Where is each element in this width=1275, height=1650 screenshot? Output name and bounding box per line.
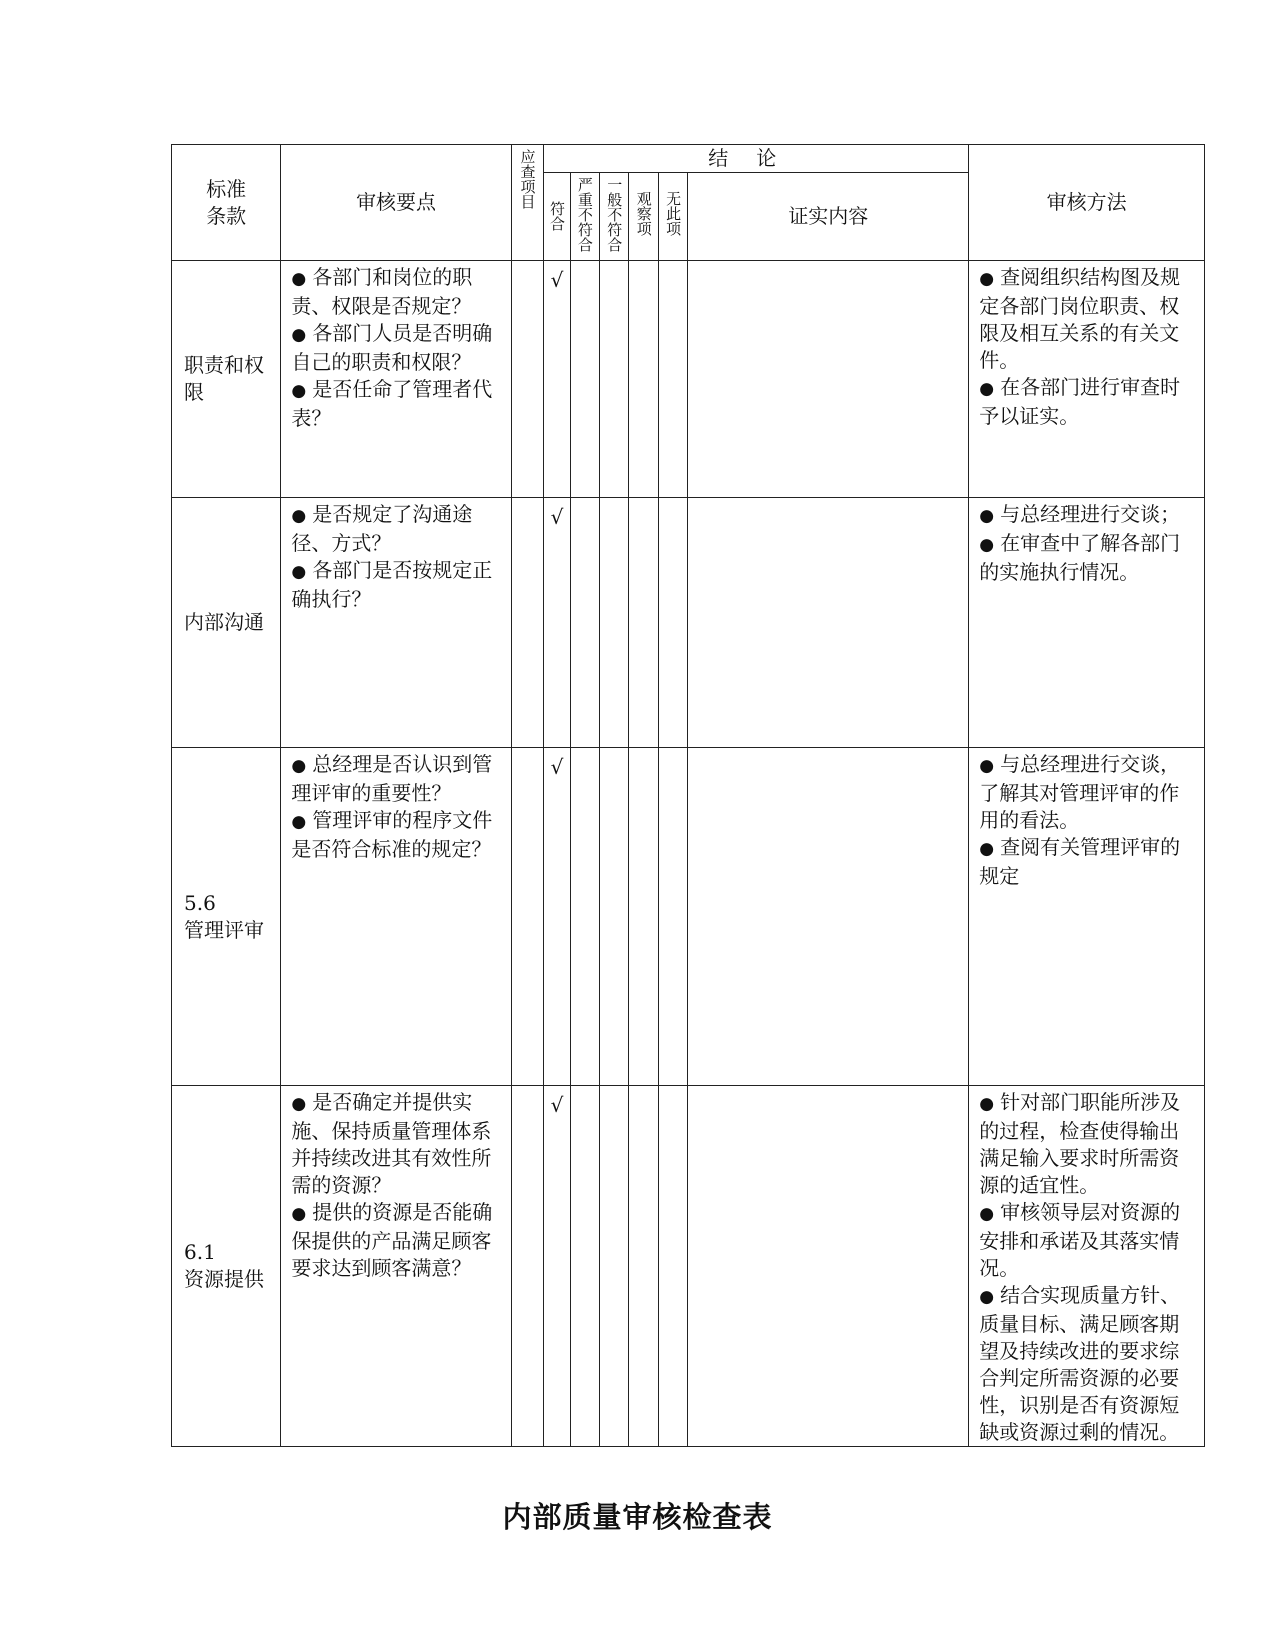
audit-method: ● 与总经理进行交谈，了解其对管理评审的作用的看法。 <box>979 752 1181 832</box>
audit-method-cell <box>969 261 1205 498</box>
header-major-nc <box>570 173 599 261</box>
minor-nc-cell <box>600 1086 629 1447</box>
bullet-icon: ● <box>291 1204 307 1224</box>
applicable-cell <box>511 748 544 1086</box>
header-method: 审核方法 <box>969 145 1205 261</box>
applicable-cell <box>511 1086 544 1447</box>
bullet-icon: ● <box>979 1204 995 1224</box>
conform-cell <box>544 498 570 748</box>
bullet-icon: ● <box>979 535 995 555</box>
bullet-icon: ● <box>979 839 995 859</box>
bullet-icon: ● <box>291 506 307 526</box>
header-conform <box>544 173 570 261</box>
header-applicable-text: 应查项目 <box>518 149 537 209</box>
evidence-cell <box>688 1086 969 1447</box>
audit-checklist-table <box>171 144 1205 1447</box>
table-row <box>172 261 1205 498</box>
check-mark-icon: √ <box>550 505 564 529</box>
minor-nc-cell <box>600 748 629 1086</box>
audit-point: ● 提供的资源是否能确保提供的产品满足顾客要求达到顾客满意？ <box>291 1200 493 1280</box>
evidence-cell <box>688 261 969 498</box>
audit-point: ● 各部门人员是否明确自己的职责和权限？ <box>291 321 493 374</box>
header-conclusion: 结论 <box>544 145 969 173</box>
audit-method: ● 查阅有关管理评审的规定 <box>979 835 1181 888</box>
table-row <box>172 498 1205 748</box>
major-nc-cell <box>570 1086 599 1447</box>
clause-cell: 职责和权限 <box>172 261 281 498</box>
major-nc-cell <box>570 261 599 498</box>
evidence-cell <box>688 498 969 748</box>
not-applicable-cell <box>658 261 687 498</box>
audit-point: ● 是否确定并提供实施、保持质量管理体系并持续改进其有效性所需的资源？ <box>291 1090 492 1197</box>
header-minor-nc-text: 一般不符合 <box>605 177 624 252</box>
page-title: 内部质量审核检查表 <box>502 1500 773 1534</box>
header-observation-text: 观察项 <box>634 191 653 236</box>
bullet-icon: ● <box>979 756 995 776</box>
check-mark-icon: √ <box>550 755 564 779</box>
audit-method: ● 在审查中了解各部门的实施执行情况。 <box>979 531 1181 584</box>
audit-point: ● 各部门和岗位的职责、权限是否规定？ <box>291 265 473 318</box>
observation-cell <box>629 1086 658 1447</box>
audit-point: ● 管理评审的程序文件是否符合标准的规定？ <box>291 808 493 861</box>
bullet-icon: ● <box>291 812 307 832</box>
bullet-icon: ● <box>291 756 307 776</box>
bullet-icon: ● <box>291 381 307 401</box>
observation-cell <box>629 748 658 1086</box>
header-observation <box>629 173 658 261</box>
bullet-icon: ● <box>979 506 995 526</box>
major-nc-cell <box>570 498 599 748</box>
observation-cell <box>629 498 658 748</box>
not-applicable-cell <box>658 748 687 1086</box>
bullet-icon: ● <box>291 562 307 582</box>
audit-point: ● 是否任命了管理者代表？ <box>291 377 493 430</box>
clause-cell: 5.6 管理评审 <box>172 748 281 1086</box>
clause-cell: 内部沟通 <box>172 498 281 748</box>
major-nc-cell <box>570 748 599 1086</box>
audit-method: ● 在各部门进行审查时予以证实。 <box>979 375 1181 428</box>
bullet-icon: ● <box>291 1094 307 1114</box>
bullet-icon: ● <box>979 1094 995 1114</box>
header-applicable <box>511 145 544 261</box>
audit-method-cell <box>969 498 1205 748</box>
table-row <box>172 1086 1205 1447</box>
header-major-nc-text: 严重不符合 <box>575 177 594 252</box>
audit-method: ● 查阅组织结构图及规定各部门岗位职责、权限及相互关系的有关文件。 <box>979 265 1181 372</box>
check-mark-icon: √ <box>550 1093 564 1117</box>
header-conform-text: 符合 <box>547 201 566 231</box>
conform-cell <box>544 261 570 498</box>
audit-points-cell <box>281 1086 511 1447</box>
bullet-icon: ● <box>979 269 995 289</box>
bullet-icon: ● <box>291 325 307 345</box>
audit-point: ● 总经理是否认识到管理评审的重要性？ <box>291 752 493 805</box>
applicable-cell <box>511 261 544 498</box>
audit-method: ● 结合实现质量方针、质量目标、满足顾客期望及持续改进的要求综合判定所需资源的必要性，识别是否有资源短缺或资源过剩的情况。 <box>979 1283 1181 1444</box>
evidence-cell <box>688 748 969 1086</box>
audit-method-cell <box>969 748 1205 1086</box>
conform-cell <box>544 748 570 1086</box>
header-not-applicable-text: 无此项 <box>664 191 683 236</box>
header-evidence: 证实内容 <box>688 173 969 261</box>
table-body <box>172 261 1205 1447</box>
header-not-applicable <box>658 173 687 261</box>
audit-point: ● 各部门是否按规定正确执行？ <box>291 558 493 611</box>
bullet-icon: ● <box>979 379 995 399</box>
audit-method-cell <box>969 1086 1205 1447</box>
audit-method: ● 针对部门职能所涉及的过程，检查使得输出满足输入要求时所需资源的适宜性。 <box>979 1090 1181 1197</box>
bullet-icon: ● <box>979 1287 995 1307</box>
clause-cell: 6.1 资源提供 <box>172 1086 281 1447</box>
audit-points-cell <box>281 748 511 1086</box>
audit-point: ● 是否规定了沟通途径、方式？ <box>291 502 473 555</box>
observation-cell <box>629 261 658 498</box>
table-row <box>172 748 1205 1086</box>
audit-points-cell <box>281 498 511 748</box>
header-clause: 标准 条款 <box>172 145 281 261</box>
audit-method: ● 与总经理进行交谈； <box>979 502 1181 526</box>
header-minor-nc <box>600 173 629 261</box>
bullet-icon: ● <box>291 269 307 289</box>
audit-points-cell <box>281 261 511 498</box>
not-applicable-cell <box>658 498 687 748</box>
check-mark-icon: √ <box>550 268 564 292</box>
not-applicable-cell <box>658 1086 687 1447</box>
minor-nc-cell <box>600 261 629 498</box>
applicable-cell <box>511 498 544 748</box>
minor-nc-cell <box>600 498 629 748</box>
audit-method: ● 审核领导层对资源的安排和承诺及其落实情况。 <box>979 1200 1181 1280</box>
conform-cell <box>544 1086 570 1447</box>
header-audit-points: 审核要点 <box>281 145 511 261</box>
